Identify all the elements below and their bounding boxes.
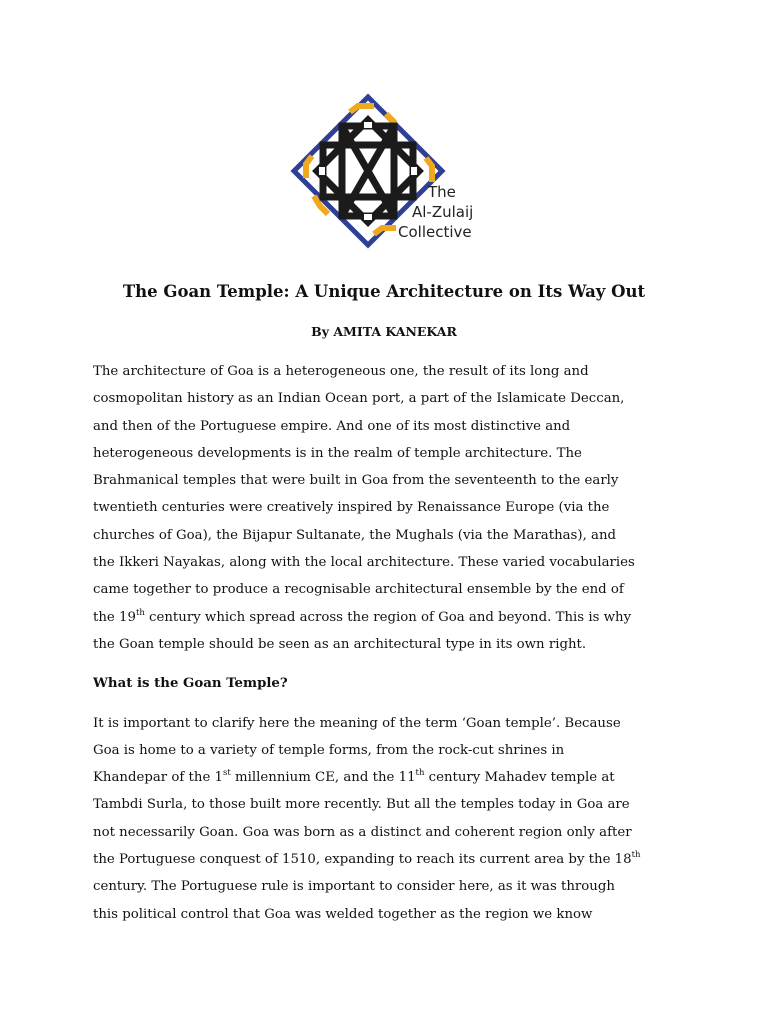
superscript: th (631, 850, 641, 861)
text-line: cosmopolitan history as an Indian Ocean port, a part of the Islamicate Deccan, (93, 391, 625, 407)
text-line: came together to produce a recognisable architectural ensemble by the end of (93, 582, 624, 598)
superscript: st (223, 768, 231, 779)
superscript: th (415, 768, 425, 779)
text-line: Tambdi Surla, to those built more recently. But all the temples today in Goa are (93, 797, 630, 813)
logo-line-1: The (428, 183, 456, 201)
text-run: century which spread across the region of Goa and beyond. This is why (144, 609, 632, 625)
text-line: The architecture of Goa is a heterogeneous one, the result of its long and (93, 364, 589, 379)
text-line: Goa is home to a variety of temple forms, from the rock-cut shrines in (93, 742, 565, 758)
text-run: the 19 (93, 609, 136, 625)
text-line: the Ikkeri Nayakas, along with the local architecture. These varied vocabularies (93, 555, 635, 571)
text-run: Khandepar of the 1 (93, 770, 224, 786)
text-line (93, 764, 683, 791)
text-run: century Mahadev temple at (424, 770, 615, 786)
logo-line-3: Collective (398, 223, 472, 241)
document-title: The Goan Temple: A Unique Architecture on Its Way Out (122, 282, 646, 301)
text-line: heterogeneous developments is in the realm of temple architecture. The (93, 445, 582, 461)
text-line: Brahmanical temples that were built in Goa from the seventeenth to the early (93, 473, 619, 489)
logo-line-2: Al-Zulaij (412, 203, 474, 221)
paragraph-definition (93, 710, 683, 928)
text-line (93, 604, 683, 631)
author-byline: By AMITA KANEKAR (311, 324, 457, 339)
text-line: twentieth centuries were creatively inspired by Renaissance Europe (via the (93, 500, 610, 516)
superscript: th (135, 607, 145, 618)
text-line: the Goan temple should be seen as an architectural type in its own right. (93, 636, 587, 652)
al-zulaij-logo (284, 86, 484, 256)
text-line: not necessarily Goan. Goa was born as a distinct and coherent region only after (93, 824, 632, 840)
paragraph-intro (93, 358, 683, 658)
logo-wordmark (396, 182, 473, 242)
section-heading: What is the Goan Temple? (93, 676, 288, 692)
text-line (93, 846, 683, 873)
text-line: churches of Goa), the Bijapur Sultanate, the Mughals (via the Marathas), and (93, 527, 617, 543)
text-line: and then of the Portuguese empire. And one of its most distinctive and (93, 418, 571, 434)
text-line: century. The Portuguese rule is important to consider here, as it was through (93, 879, 615, 895)
text-line: It is important to clarify here the meaning of the term ‘Goan temple’. Because (93, 715, 621, 731)
article-body (93, 358, 683, 928)
text-line: this political control that Goa was welded together as the region we know (93, 906, 593, 922)
text-run: the Portuguese conquest of 1510, expanding to reach its current area by the 18 (93, 852, 632, 868)
text-run: millennium CE, and the 11 (230, 770, 416, 786)
